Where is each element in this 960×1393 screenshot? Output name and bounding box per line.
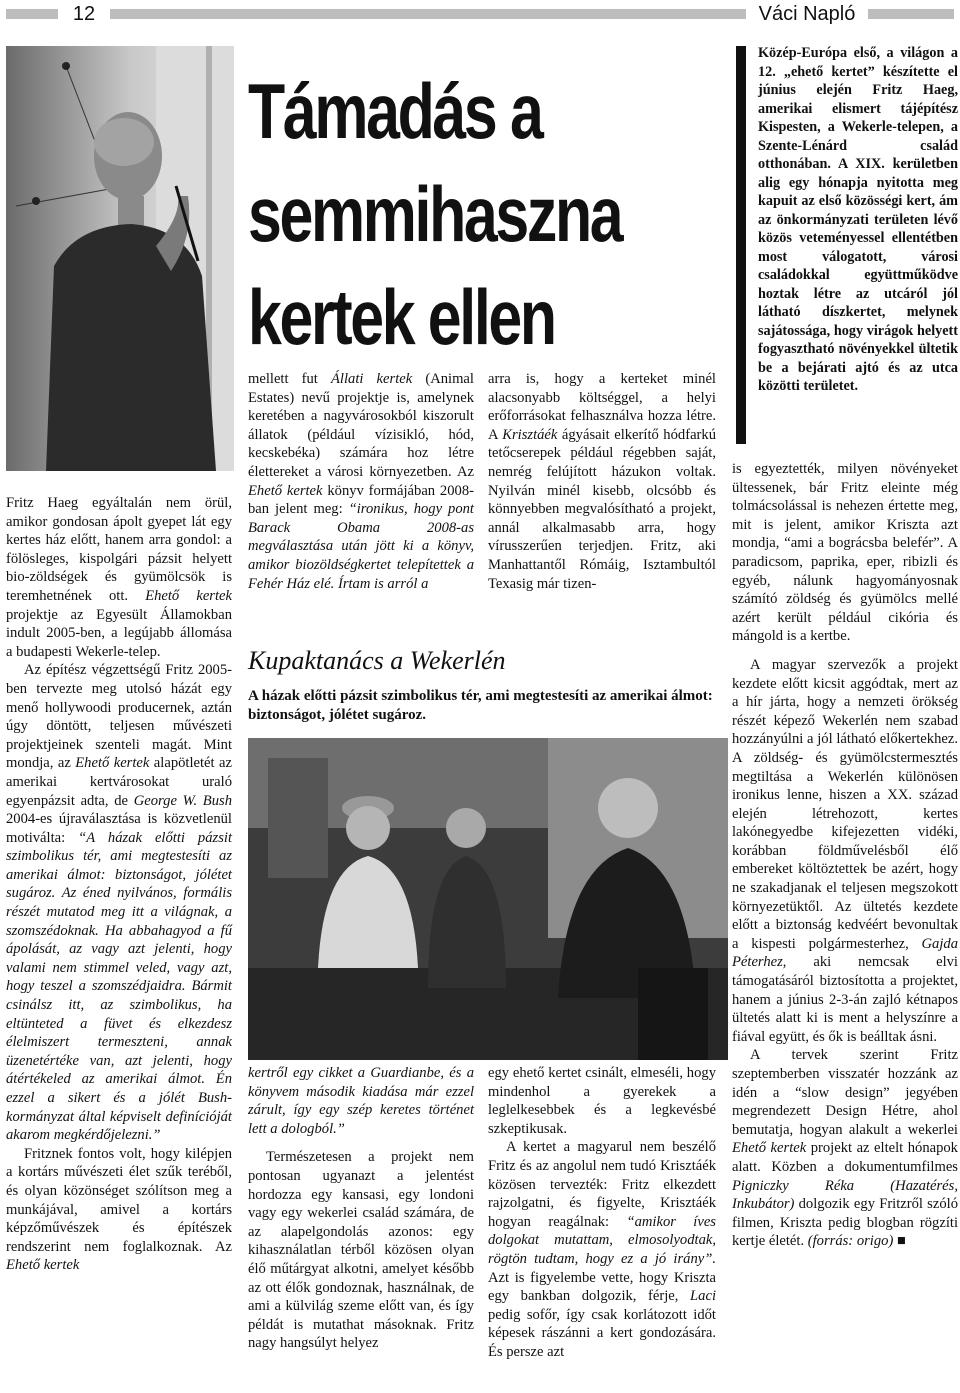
- garden-photo-illustration: [248, 738, 728, 1060]
- pull-quote: A házak előtti pázsit szimbolikus tér, ami megtestesíti az amerikai álmot: biztonságot, jólétet sugároz.: [248, 688, 713, 723]
- text: A magyar szervezők a projekt kezdete előtt kicsit aggódtak, mert az a hír járta, hogy a nemzeti örökség részét képező Wekerlén nem szabad hozzányúlni a jól látható előkertekhez. A zöldség- és gyümölcstermesztés megtiltása a Wekerlén különösen ironikus lenne, hiszen a XX. század elején létrehozott, kertes lakónegyedbe kifejezetten vidéki, korábban földművelésből élő embereket költöztettek be azért, hogy ne szakadjanak el teljesen megszokott környezetüktől. Az ültetés kezdete előtt a biztonság kedvéért bevonultak a kispesti polgármesterhez,: [732, 656, 958, 952]
- article-column-1: [6, 494, 232, 1275]
- italic-text: Ehető kertek: [6, 1257, 80, 1274]
- paragraph: [732, 1046, 958, 1251]
- publication-name: Váci Napló: [752, 0, 862, 28]
- text: dolgozik egy Fritzről szóló filmen, Kriszta pedig blogban rögzíti kertje életét.: [732, 1196, 958, 1250]
- article-column-3-top: [488, 370, 716, 593]
- end-mark-icon: ■: [896, 1233, 906, 1250]
- intro-bar: [736, 46, 746, 444]
- text: projekt az eltelt hónapok alatt. Közben a dokumentumfilmes: [732, 1140, 958, 1175]
- portrait-illustration: [6, 46, 234, 471]
- text: A tervek szerint Fritz szeptemberben visszatér hozzánk az idén a “slow design” jegyében megrendezett Design Hétre, ahol bemutatja, hogyan alakult a wekerlei: [732, 1047, 958, 1138]
- italic-text: Állati kertek: [331, 371, 413, 387]
- italic-text: Pigniczky Réka (Hazatérés, Inkubátor): [732, 1177, 958, 1213]
- italic-text: George W. Bush: [133, 792, 232, 809]
- paragraph: [6, 661, 232, 1144]
- quote-text: “A házak előtti pázsit szimbolikus tér, ami megtestesíti az amerikai álmot: biztonságot, jólétet sugároz. Az éned nyilvános, formális részét mutatod meg itt a világnak, a szomszédoknak. Ha abbahagyod a fű ápolását, az vagy azt jelenti, hogy valami nem stimmel veled, vagy azt, hogy teszel a szomszédjaidra. Bármit csinálsz itt, az szimbolikus, ha eltünteted a füvet és elkezdesz élelmiszert termeszteni, annak üzenetértéke van, azt jelenti, hogy átértékeled az amerikai álmot. Én ezzel a sikert és a jólét Bush-kormányzat által képviselt definícióját akarom megkérdőjelezni.”: [6, 829, 232, 1144]
- page-number: 12: [64, 0, 104, 28]
- intro-lead: Közép-Európa első, a világon a 12. „ehető kertet” készítette el június elején Fritz Haeg, amerikai elismert tájépítész Kispesten, a Wekerle-telepen, a Szente-Lénárd család otthonában. A XIX. kerületben alig egy hónapja nyitotta meg kapuit az első közösségi kert, ám az önkormányzati területen lévő közös veteményessel ellentétben most válogatott, városi családokkal együttműködve hoztak létre az utcáról jól látható díszkertet, melynek sajátossága, hogy virágok helyett fogyasztható növényekkel ültetik be a bejárati ajtó és az utca közötti területet.: [758, 45, 958, 394]
- section-subhead: Kupaktanács a Wekerlén: [248, 646, 506, 675]
- source-credit: (forrás: origo): [807, 1233, 894, 1250]
- headline-line: semmihaszna: [248, 170, 622, 258]
- article-column-2-top: [248, 370, 474, 593]
- italic-text: Ehető kertek: [75, 755, 150, 772]
- text: , aki nemcsak elvi támogatásáról biztosította a projektet, hanem a június 2-3-án zajló kétnapos ültetés alatt ki is ment a helyszínre a fiával együtt, és ők is beálltak ásni.: [732, 954, 958, 1045]
- paragraph: [6, 1145, 232, 1275]
- italic-text: Laci: [690, 1288, 716, 1305]
- italic-text: Krisztáék: [502, 426, 558, 443]
- paragraph: [248, 1064, 474, 1138]
- paragraph: [6, 494, 232, 661]
- quote-text: “amikor íves dolgokat mutattam, elmosolyodtak, rögtön tudtam, hogy ez a jó irány”.: [488, 1213, 716, 1267]
- italic-text: Ehető kertek: [248, 482, 323, 499]
- text: Fritz Haeg egyáltalán nem örül, amikor gondosan ápolt gyepet lát egy kertes ház előtt, hanem arra gondol: a fölösleges, kispolgári pázsit helyett bio-zöldségek és gyümölcsök is teremhetnének ott.: [6, 495, 232, 604]
- portrait-photo: [6, 46, 234, 471]
- header-rule: [6, 9, 58, 19]
- text: mellett fut: [248, 371, 331, 387]
- italic-text: Gajda Péterhez: [732, 935, 958, 971]
- text: (Animal Estates) nevű projektje is, amelynek keretében a nagyvárosokból kiszorult állatok (például vízisikló, hód, kecskebéka) számára hoz létre élettereket a városi környezetben. Az: [248, 371, 474, 480]
- paragraph: [488, 370, 716, 593]
- header-rule: [110, 9, 746, 19]
- text: Fritznek fontos volt, hogy kilépjen a kortárs művészeti élet szűk teréből, és olyan közönséget szólítson meg a munkájával, amivel a kortárs képzőművészek és építészek rendszerint nem foglalkoznak. Az: [6, 1145, 232, 1255]
- text: arra is, hogy a kerteket minél alacsonyabb költséggel, a helyi erőforrásokat felhasználva hozza létre. A: [488, 371, 716, 443]
- italic-text: Ehető kertek: [145, 587, 232, 604]
- text: könyv formájában 2008-ban jelent meg:: [248, 482, 474, 518]
- text: alapötletét az amerikai kertvárosokat uraló egyenpázsit adta, de: [6, 755, 232, 809]
- text: ágyásait elkerítő hódfarkú tetőcserepek például régebben saját, nemrég felújított házukon voltak. Nyilván minél kisebb, olcsóbb és könnyebben megvalósítható a projekt, annál alkalmasabb arra, hogy vírusszerűen terjedjen. Fritz, aki Manhattantől Rómáig, Isztambultól Texasig már tizen-: [488, 426, 716, 592]
- text: A kertet a magyarul nem beszélő Fritz és az angolul nem tudó Krisztáék közösen tervezték: Fritz elkezdett rajzolgatni, és figyelte, Krisztáék hogyan reagálnak:: [488, 1139, 716, 1230]
- headline: [248, 60, 622, 369]
- text: Az építész végzettségű Fritz 2005-ben tervezte meg utolsó házát egy menő hollywoodi producernek, aztán úgy döntött, teljesen művészeti projektjeinek szenteli magát. Mint mondja, az: [6, 662, 232, 772]
- quote-text: kertről egy cikket a Guardianbe, és a könyvem második kiadása már ezzel zárult, így egy szép keretes történet lett a dologból.”: [248, 1065, 474, 1137]
- quote-text: “ironikus, hogy pont Barack Obama 2008-as megválasztása után jött ki a könyv, amikor biozöldségkertet telepítettek a Fehér Ház elé. Írtam is arról a: [248, 501, 474, 592]
- header-rule: [868, 9, 954, 19]
- article-column-3-bottom: [488, 1064, 716, 1362]
- text: 2004-es újraválasztása is közvetlenül motiválta:: [6, 811, 232, 846]
- text: projektje az Egyesült Államokban indult 2005-ben, a legújabb állomása a budapesti Wekerle-telep.: [6, 606, 232, 660]
- paragraph: [732, 656, 958, 1046]
- article-column-4: [732, 460, 958, 1251]
- paragraph: is egyeztették, milyen növényeket ültessenek, bár Fritz eleinte még tolmácsolással is nehezen értette meg, mit is jelent, amikor Kriszta azt mondja, “ami a bográcsba belefér”. A paradicsom, paprika, eper, ribizli és egyéb, nálunk hagyományosnak számító zöldség és gyümölcs mellé azért került például cikória és mángold is a kertbe.: [732, 461, 958, 645]
- headline-line: Támadás a: [248, 67, 542, 155]
- paragraph: [248, 370, 474, 593]
- paragraph: egy ehető kertet csinált, elmeséli, hogy mindenhol a gyerekek a leglelkesebbek és a legkevésbé szkeptikusak.: [488, 1065, 716, 1137]
- paragraph: Természetesen a projekt nem pontosan ugyanazt a jelentést hordozza egy kansasi, egy londoni vagy egy wekerlei család számára, de az alapelgondolás azonos: egy kihasználatlan térből közösen olyan élő műtárgyat alkotni, amelyet később az ott élők gondoznak, használnak, de ami a külvilág szeme előtt van, és így példát is mutathat másoknak. Fritz nagy hangsúlyt helyez: [248, 1149, 474, 1352]
- text: Azt is figyelembe vette, hogy Kriszta egy bankban dolgozik, férje,: [488, 1269, 716, 1305]
- headline-line: kertek ellen: [248, 273, 555, 361]
- garden-photo: [248, 738, 728, 1060]
- italic-text: Ehető kertek: [732, 1140, 807, 1157]
- text: pedig sofőr, így csak korlátozott időt képesek rászánni a kert gondozására. És persze azt: [488, 1306, 716, 1360]
- article-column-2-bottom: [248, 1064, 474, 1353]
- paragraph: [488, 1138, 716, 1361]
